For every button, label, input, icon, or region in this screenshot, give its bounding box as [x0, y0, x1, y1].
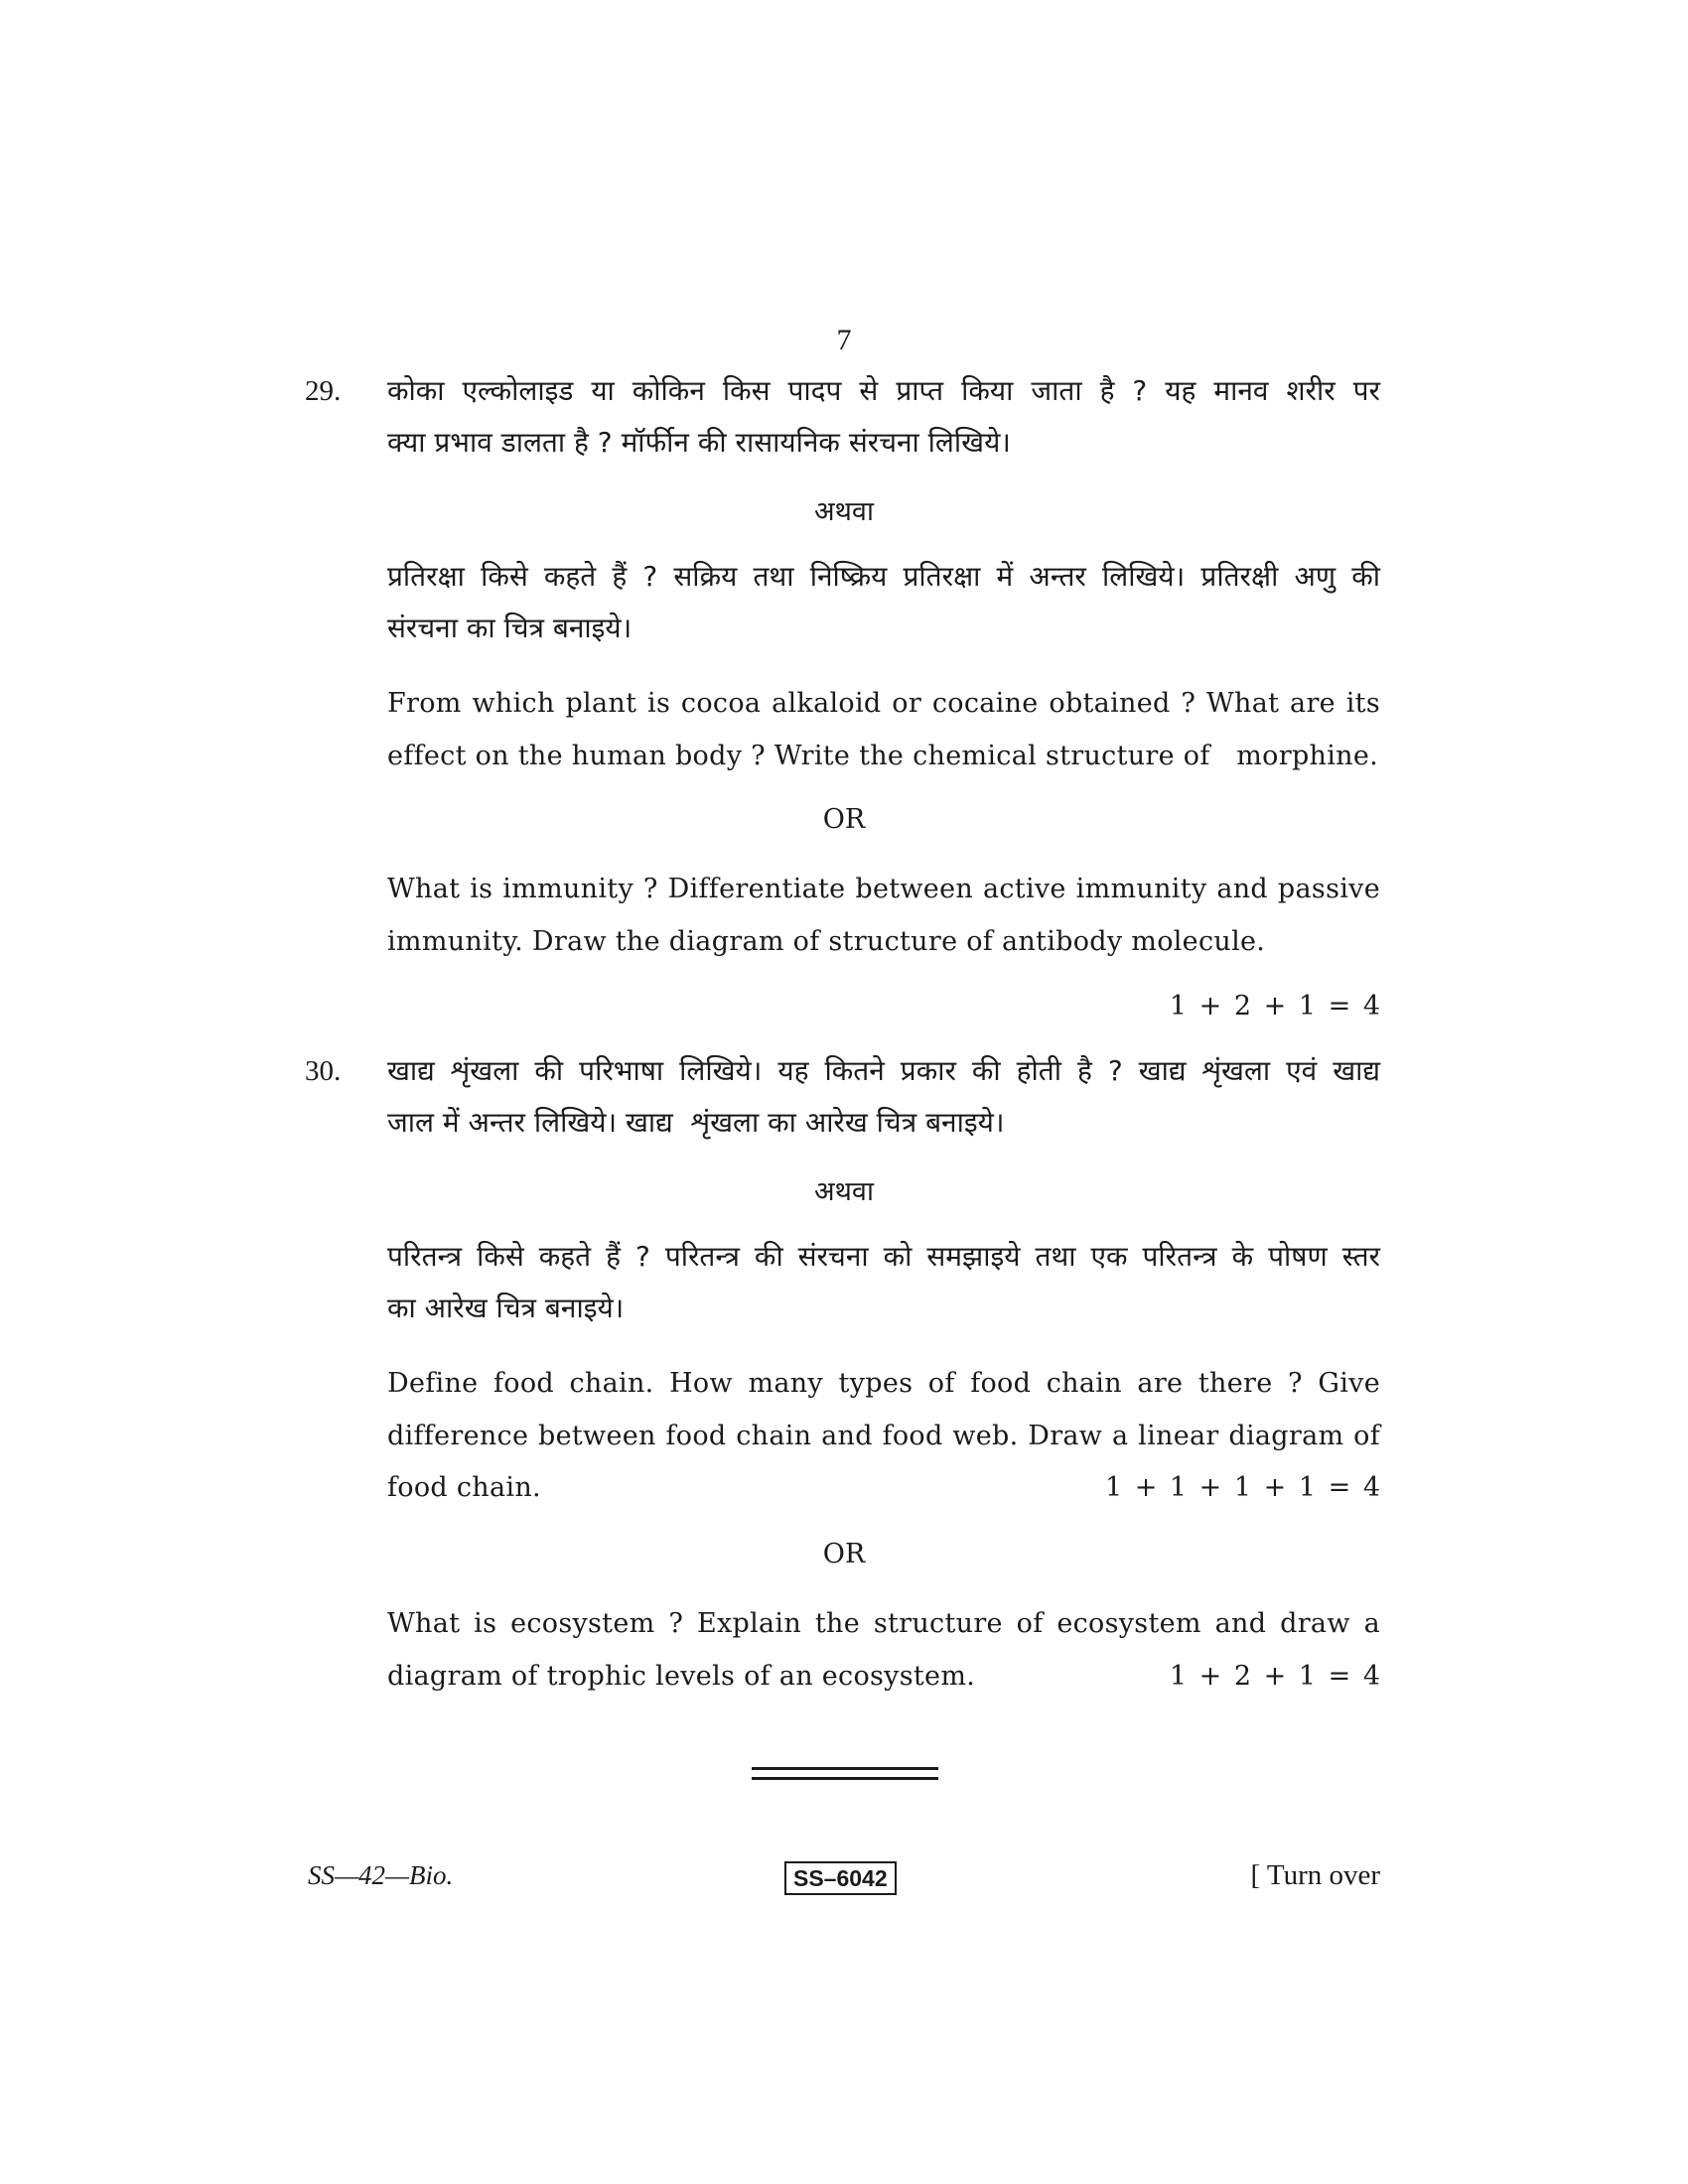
- question-29-number: 29.: [305, 375, 342, 407]
- question-29-english: [387, 677, 1380, 782]
- question-30-english-line1: Define food chain. How many types of food chain are there ? Give: [387, 1368, 1380, 1399]
- question-30-hindi-line1: खाद्य शृंखला की परिभाषा लिखिये। यह कितने प्रकार की होती है ? खाद्य शृंखला एवं खाद्य: [387, 1054, 1380, 1087]
- question-29-hindi-line1: कोका एल्कोलाइड या कोकिन किस पादप से प्राप्त किया जाता है ? यह मानव शरीर पर: [387, 374, 1380, 407]
- question-30-hindi-or: अथवा: [814, 1176, 874, 1207]
- question-29-marks: 1 + 2 + 1 = 4: [1169, 991, 1380, 1022]
- question-29-english-line2: effect on the human body ? Write the chemical structure of morphine.: [387, 741, 1378, 771]
- question-30-english-line3: food chain.: [387, 1472, 541, 1503]
- question-30-hindi-alt-line2: का आरेख चित्र बनाइये।: [387, 1292, 625, 1324]
- question-29-hindi-alt-line1: प्रतिरक्षा किसे कहते हैं ? सक्रिय तथा निष्क्रिय प्रतिरक्षा में अन्तर लिखिये। प्रतिरक्षी अणु की: [387, 560, 1380, 593]
- question-29-hindi-alternative: [387, 551, 1380, 654]
- question-29-hindi-line2: क्या प्रभाव डालता है ? मॉर्फीन की रासायनिक संरचना लिखिये।: [387, 426, 1011, 459]
- question-30-hindi-alternative: [387, 1231, 1380, 1334]
- page-number: 7: [836, 324, 852, 356]
- question-30-english-alt-marks: 1 + 2 + 1 = 4: [1169, 1661, 1380, 1692]
- question-29-english-or: OR: [822, 804, 866, 835]
- question-29-english-alt-line1: What is immunity ? Differentiate between active immunity and passive: [387, 874, 1380, 904]
- question-30-english-line2: difference between food chain and food web. Draw a linear diagram of: [387, 1421, 1380, 1451]
- footer-paper-code: SS—42—Bio.: [308, 1860, 454, 1890]
- question-30-hindi: [387, 1045, 1380, 1149]
- question-30-hindi-line2: जाल में अन्तर लिखिये। खाद्य शृंखला का आरेख चित्र बनाइये।: [387, 1106, 1005, 1139]
- question-29-english-alt-line2: immunity. Draw the diagram of structure of antibody molecule.: [387, 926, 1266, 957]
- question-30-english-alternative: [387, 1597, 1380, 1650]
- question-29-hindi: [387, 365, 1380, 469]
- question-29-hindi-alt-line2: संरचना का चित्र बनाइये।: [387, 612, 633, 644]
- question-29-hindi-or: अथवा: [814, 496, 874, 527]
- question-30-hindi-alt-line1: परितन्त्र किसे कहते हैं ? परितन्त्र की संरचना को समझाइये तथा एक परितन्त्र के पोषण स्तर: [387, 1240, 1380, 1273]
- footer-turn-over: [ Turn over: [1250, 1859, 1380, 1891]
- question-30-english-or: OR: [822, 1539, 866, 1570]
- question-30-english-alt-line2: diagram of trophic levels of an ecosystem.: [387, 1661, 976, 1692]
- question-30-english: [387, 1357, 1380, 1462]
- question-30-english-marks: 1 + 1 + 1 + 1 = 4: [1104, 1472, 1380, 1503]
- question-30-number: 30.: [305, 1055, 342, 1087]
- end-double-rule: [752, 1767, 938, 1780]
- footer-series-code: SS–6042: [784, 1861, 897, 1895]
- question-30-english-alt-line1: What is ecosystem ? Explain the structure of ecosystem and draw a: [387, 1608, 1380, 1639]
- question-29-english-alternative: [387, 863, 1380, 968]
- question-29-english-line1: From which plant is cocoa alkaloid or cocaine obtained ? What are its: [387, 688, 1380, 719]
